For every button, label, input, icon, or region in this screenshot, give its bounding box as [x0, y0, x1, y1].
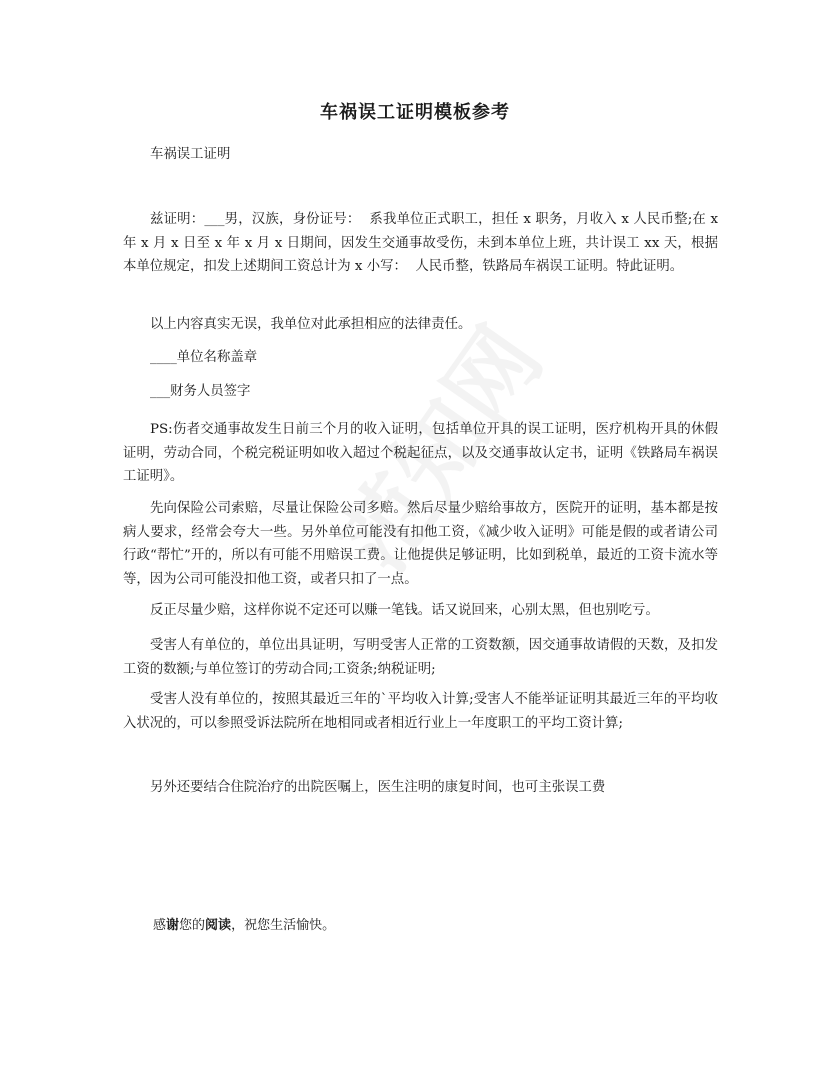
document-title: 车祸误工证明模板参考 [320, 102, 510, 123]
paragraph-recovery-time: 另外还要结合住院治疗的出院医嘱上，医生注明的康复时间，也可主张误工费 [150, 780, 606, 795]
paragraph-declaration: 以上内容真实无误，我单位对此承担相应的法律责任。 [150, 317, 472, 332]
paragraph-insurance-advice: 先向保险公司索赔，尽量让保险公司多赔。然后尽量少赔给事故方，医院开的证明，基本都是按病人要求，经常会夸大一些。另外单位可能没有扣他工资，《减少收入证明》可能是假的或者请公司行政“帮忙”开的，所以有可能不用赔误工费。让他提供足够证明，比如到税单，最近的工资卡流水等等，因为公司可能没扣他工资，或者只扣了一点。 [123, 501, 718, 587]
paragraph-unemployed-victim: 受害人没有单位的，按照其最近三年的`平均收入计算;受害人不能举证证明其最近三年的平均收入状况的，可以参照受诉法院所在地相同或者相近行业上一年度职工的平均工资计算; [123, 692, 718, 731]
closing-thanks: 感谢您的阅读，祝您生活愉快。 [153, 918, 336, 933]
paragraph-employed-victim: 受害人有单位的，单位出具证明，写明受害人正常的工资数额，因交通事故请假的天数，及扣发工资的数额;与单位签订的劳动合同;工资条;纳税证明; [123, 638, 718, 677]
paragraph-seal-line: ____单位名称盖章 [150, 350, 258, 365]
paragraph-certification: 兹证明：___男，汉族，身份证号： 系我单位正式职工，担任 x 职务，月收入 x 人民币整;在 x 年 x 月 x 日至 x 年 x 月 x 日期间，因发生交通事故受伤，未到本单位上班，共计误工 xx 天，根据本单位规定，扣发上述期间工资总计为 x 小写： 人民币整，铁路局车祸误工证明。特此证明。 [123, 212, 723, 274]
paragraph-signature-line: ___财务人员签字 [150, 384, 251, 399]
paragraph-ps: PS:伤者交通事故发生日前三个月的收入证明，包括单位开具的误工证明，医疗机构开具的休假证明，劳动合同，个税完税证明如收入超过个税起征点，以及交通事故认定书，证明《铁路局车祸误工证明》。 [123, 422, 718, 484]
paragraph-pay-less: 反正尽量少赔，这样你说不定还可以赚一笔钱。话又说回来，心别太黑，但也别吃亏。 [150, 603, 659, 618]
document-subtitle: 车祸误工证明 [150, 147, 231, 162]
